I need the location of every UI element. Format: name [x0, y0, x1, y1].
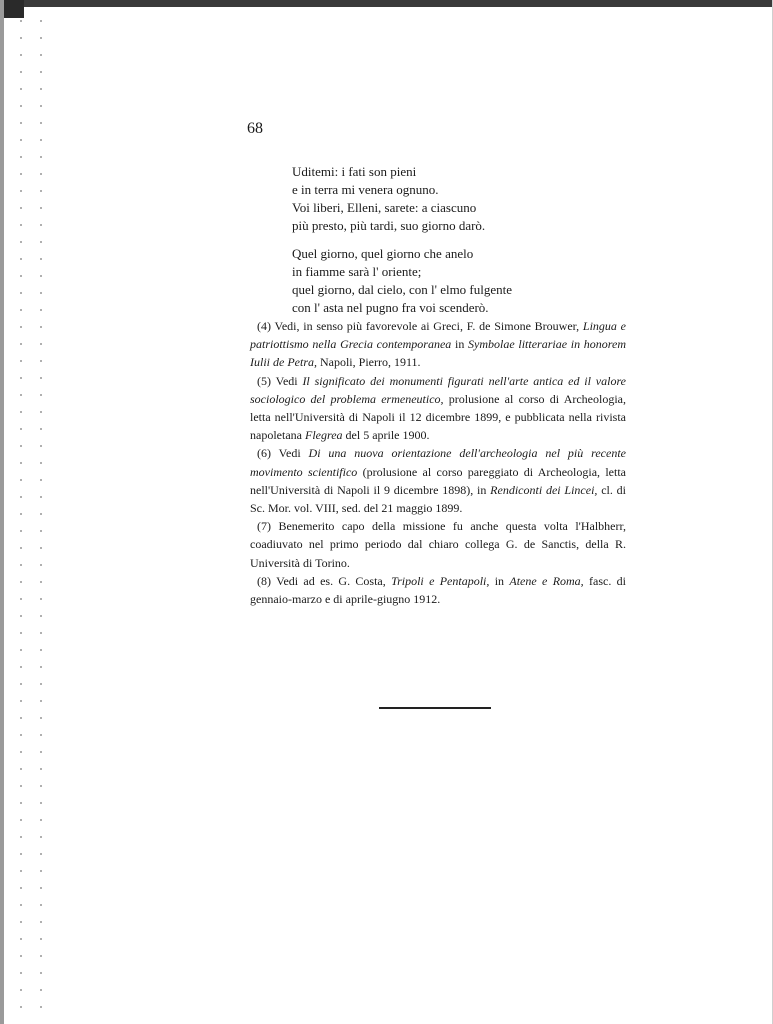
poem-line: Uditemi: i fati son pieni	[292, 164, 417, 179]
poem	[292, 163, 512, 327]
poem-line: in fiamme sarà l' oriente;	[292, 264, 422, 279]
note-title: Rendiconti dei Lincei,	[490, 482, 598, 497]
footnote-6	[250, 444, 626, 517]
scan-left-edge	[0, 0, 4, 1024]
footnotes	[250, 317, 626, 608]
poem-line: Quel giorno, quel giorno che anelo	[292, 246, 474, 261]
note-title: Atene e Roma,	[509, 573, 584, 588]
footnote-5	[250, 372, 626, 445]
note-text: (8) Vedi ad es. G. Costa,	[257, 573, 392, 588]
note-text: in	[451, 337, 469, 352]
poem-line: più presto, più tardi, suo giorno darò.	[292, 218, 486, 233]
note-text: (4) Vedi, in senso più favorevole ai Greci, F. de Simone Brouwer,	[257, 319, 583, 333]
note-text: prolusione al corso di Archeologia, letta nell'Università di Napoli il 12 dicembre 1899, e pubblicata nella rivista napoletana	[250, 391, 627, 443]
end-rule	[379, 707, 491, 709]
poem-stanza	[292, 163, 512, 235]
poem-line: Voi liberi, Elleni, sarete: a ciascuno	[292, 200, 477, 215]
poem-stanza	[292, 245, 512, 317]
note-text: in	[489, 573, 510, 588]
note-title: Lingua e patriottismo nella Grecia contemporanea	[250, 319, 626, 352]
scan-top-edge	[0, 0, 773, 7]
note-text: fasc. di gennaio-marzo e di aprile-giugno 1912.	[250, 573, 626, 607]
note-title: Flegrea	[304, 428, 343, 443]
poem-line: e in terra mi venera ognuno.	[292, 182, 439, 197]
note-title: Di una nuova orientazione dell'archeologia nel più recente movimento scientifico	[250, 446, 626, 479]
note-text: del 5 aprile 1900.	[342, 428, 430, 443]
footnote-8	[250, 572, 626, 608]
note-text: (7) Benemerito capo della missione fu anche questa volta l'Halbherr, coadiuvato nel primo periodo dal chiaro collega G. de Sanctis, della R. Università di Torino.	[250, 519, 626, 570]
footnote-4	[250, 317, 626, 372]
note-title: Symbolae litterariae in honorem Iulii de Petra,	[250, 337, 626, 370]
margin-dots-inner	[40, 20, 42, 1020]
note-text: (prolusione al corso pareggiato di Archeologia, letta nell'Università di Napoli il 9 dicembre 1898), in	[250, 464, 626, 497]
note-title: Tripoli e Pentapoli,	[391, 573, 490, 588]
poem-line: quel giorno, dal cielo, con l' elmo fulgente	[292, 282, 513, 297]
footnote-7	[250, 517, 626, 572]
note-text: (5) Vedi	[257, 373, 303, 388]
note-text: Napoli, Pierro, 1911.	[316, 355, 421, 370]
poem-line: con l' asta nel pugno fra voi scenderò.	[292, 300, 489, 315]
note-title: Il significato dei monumenti figurati nell'arte antica ed il valore sociologico del problema ermeneutico,	[250, 373, 626, 406]
note-text: (6) Vedi	[257, 446, 309, 461]
note-text: cl. di Sc. Mor. vol. VIII, sed. del 21 maggio 1899.	[250, 482, 627, 516]
page-number: 68	[247, 120, 263, 137]
margin-dots-left	[20, 20, 22, 1020]
